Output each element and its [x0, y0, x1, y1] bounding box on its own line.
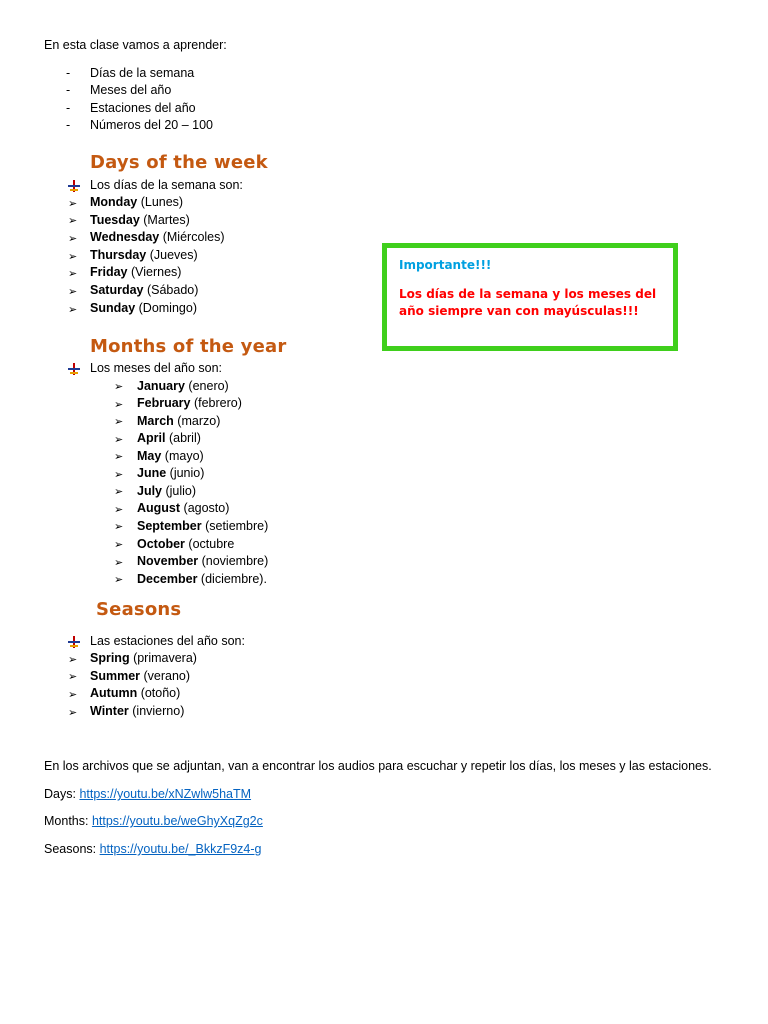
seasons-heading: Seasons — [96, 599, 182, 620]
link-row-months — [44, 814, 263, 828]
month-item: March (marzo) — [137, 414, 221, 428]
days-intro: Los días de la semana son: — [90, 178, 243, 192]
day-item: Wednesday (Miércoles) — [90, 230, 225, 244]
topic-item: Meses del año — [90, 83, 172, 97]
month-item: January (enero) — [137, 379, 229, 393]
arrow-bullet-icon: ➢ — [68, 198, 78, 210]
link-row-seasons — [44, 842, 261, 856]
months-video-link[interactable]: https://youtu.be/weGhyXqZg2c — [91, 814, 263, 828]
day-item: Monday (Lunes) — [90, 195, 184, 209]
link-label: Days: — [44, 787, 80, 801]
month-item: December (diciembre). — [137, 572, 267, 586]
intro-text: En esta clase vamos a aprender: — [44, 38, 227, 52]
important-body: Los días de la semana y los meses del año siempre van con mayúsculas!!! — [399, 287, 657, 318]
day-item: Saturday (Sábado) — [90, 283, 199, 297]
months-intro: Los meses del año son: — [90, 361, 223, 375]
seasons-intro: Las estaciones del año son: — [90, 634, 245, 648]
month-item: August (agosto) — [137, 501, 230, 515]
arrow-bullet-icon: ➢ — [68, 251, 78, 263]
arrow-bullet-icon: ➢ — [114, 557, 124, 569]
important-title: Importante!!! — [399, 258, 492, 272]
month-item: April (abril) — [137, 431, 201, 445]
dash-bullet: - — [66, 101, 71, 115]
topic-item: Estaciones del año — [90, 101, 196, 115]
months-heading: Months of the year — [90, 336, 287, 357]
day-item: Tuesday (Martes) — [90, 213, 190, 227]
month-item: July (julio) — [137, 484, 197, 498]
days-video-link[interactable]: https://youtu.be/xNZwlw5haTM — [79, 787, 252, 801]
arrow-bullet-icon: ➢ — [68, 215, 78, 227]
important-callout-box — [382, 243, 678, 351]
season-item: Winter (invierno) — [90, 704, 185, 718]
link-row-days — [44, 787, 251, 801]
month-item: February (febrero) — [137, 396, 242, 410]
day-item: Sunday (Domingo) — [90, 301, 197, 315]
season-item: Spring (primavera) — [90, 651, 197, 665]
arrow-bullet-icon: ➢ — [114, 416, 124, 428]
month-item: June (junio) — [137, 466, 205, 480]
day-item: Friday (Viernes) — [90, 265, 182, 279]
month-item: September (setiembre) — [137, 519, 269, 533]
arrow-bullet-icon: ➢ — [114, 451, 124, 463]
arrow-bullet-icon: ➢ — [114, 399, 124, 411]
arrow-bullet-icon: ➢ — [114, 486, 124, 498]
link-label: Months: — [44, 814, 92, 828]
quad-arrow-bullet-icon — [67, 635, 81, 649]
arrow-bullet-icon: ➢ — [68, 304, 78, 316]
season-item: Summer (verano) — [90, 669, 191, 683]
arrow-bullet-icon: ➢ — [68, 286, 78, 298]
season-item: Autumn (otoño) — [90, 686, 181, 700]
arrow-bullet-icon: ➢ — [68, 707, 78, 719]
arrow-bullet-icon: ➢ — [114, 469, 124, 481]
arrow-bullet-icon: ➢ — [114, 381, 124, 393]
arrow-bullet-icon: ➢ — [68, 233, 78, 245]
arrow-bullet-icon: ➢ — [114, 539, 124, 551]
month-item: October (octubre — [137, 537, 235, 551]
dash-bullet: - — [66, 118, 71, 132]
seasons-video-link[interactable]: https://youtu.be/_BkkzF9z4-g — [99, 842, 262, 856]
closing-text: En los archivos que se adjuntan, van a encontrar los audios para escuchar y repetir los días, los meses y las estaciones. — [44, 759, 712, 773]
topic-item: Números del 20 – 100 — [90, 118, 213, 132]
arrow-bullet-icon: ➢ — [114, 504, 124, 516]
month-item: November (noviembre) — [137, 554, 269, 568]
month-item: May (mayo) — [137, 449, 204, 463]
arrow-bullet-icon: ➢ — [68, 671, 78, 683]
quad-arrow-bullet-icon — [67, 179, 81, 193]
arrow-bullet-icon: ➢ — [68, 654, 78, 666]
arrow-bullet-icon: ➢ — [68, 689, 78, 701]
dash-bullet: - — [66, 83, 71, 97]
day-item: Thursday (Jueves) — [90, 248, 198, 262]
arrow-bullet-icon: ➢ — [114, 434, 124, 446]
arrow-bullet-icon: ➢ — [114, 574, 124, 586]
dash-bullet: - — [66, 66, 71, 80]
arrow-bullet-icon: ➢ — [68, 268, 78, 280]
days-heading: Days of the week — [90, 152, 268, 173]
topic-item: Días de la semana — [90, 66, 195, 80]
link-label: Seasons: — [44, 842, 100, 856]
arrow-bullet-icon: ➢ — [114, 521, 124, 533]
quad-arrow-bullet-icon — [67, 362, 81, 376]
